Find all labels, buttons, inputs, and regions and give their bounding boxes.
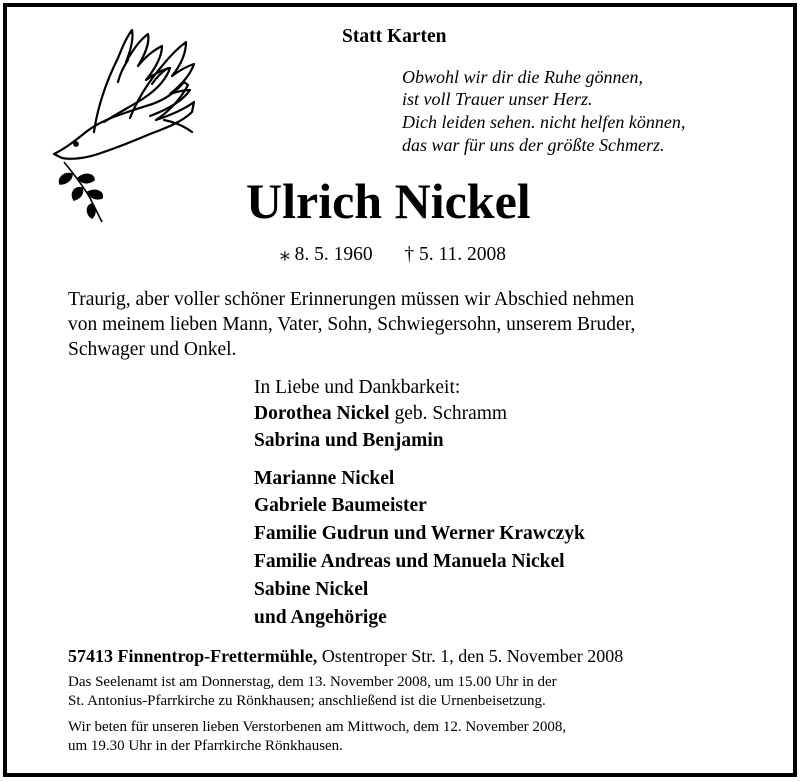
poem-line-2: ist voll Trauer unser Herz.	[402, 89, 593, 109]
mourner-6: und Angehörige	[254, 607, 387, 628]
address-line	[68, 647, 623, 665]
wife-maiden-name: geb. Schramm	[389, 403, 508, 424]
address-place: 57413 Finnentrop-Frettermühle,	[68, 646, 318, 666]
mourner-wife	[254, 404, 507, 424]
intro-line-3: Schwager und Onkel.	[68, 339, 237, 360]
wife-name: Dorothea Nickel	[254, 403, 390, 424]
dove-with-olive-branch-icon	[46, 22, 196, 227]
note-line-2: St. Antonius-Pfarrkirche zu Rönkhausen; anschließend ist die Urnenbeisetzung.	[68, 693, 546, 709]
mourner-3: Familie Gudrun und Werner Krawczyk	[254, 523, 585, 544]
address-rest: Ostentroper Str. 1, den 5. November 2008	[317, 646, 624, 666]
mourner-1: Marianne Nickel	[254, 468, 395, 489]
poem-line-1: Obwohl wir dir die Ruhe gönnen,	[402, 67, 643, 87]
intro-line-2: von meinem lieben Mann, Vater, Sohn, Schwiegersohn, unserem Bruder,	[68, 314, 636, 335]
death-date: 5. 11. 2008	[419, 244, 507, 265]
dates-line	[280, 245, 506, 265]
note-line-3: Wir beten für unseren lieben Verstorbenen am Mittwoch, dem 12. November 2008,	[68, 719, 567, 735]
death-symbol: †	[404, 244, 415, 265]
deceased-name: Ulrich Nickel	[246, 173, 531, 229]
mourner-4: Familie Andreas und Manuela Nickel	[254, 551, 565, 572]
mourner-2: Gabriele Baumeister	[254, 495, 427, 516]
birth-date: 8. 5. 1960	[294, 244, 373, 265]
mourners-heading: In Liebe und Dankbarkeit:	[254, 377, 461, 398]
statt-karten-label: Statt Karten	[342, 26, 447, 47]
intro-line-1: Traurig, aber voller schöner Erinnerungen müssen wir Abschied nehmen	[68, 289, 635, 310]
poem-line-3: Dich leiden sehen. nicht helfen können,	[402, 112, 686, 132]
mourner-5: Sabine Nickel	[254, 579, 369, 600]
note-line-4: um 19.30 Uhr in der Pfarrkirche Rönkhausen.	[68, 738, 343, 754]
note-line-1: Das Seelenamt ist am Donnerstag, dem 13. November 2008, um 15.00 Uhr in der	[68, 674, 557, 690]
mourner-children: Sabrina und Benjamin	[254, 430, 444, 451]
birth-symbol: ⁎	[280, 244, 290, 265]
poem-line-4: das war für uns der größte Schmerz.	[402, 135, 665, 155]
